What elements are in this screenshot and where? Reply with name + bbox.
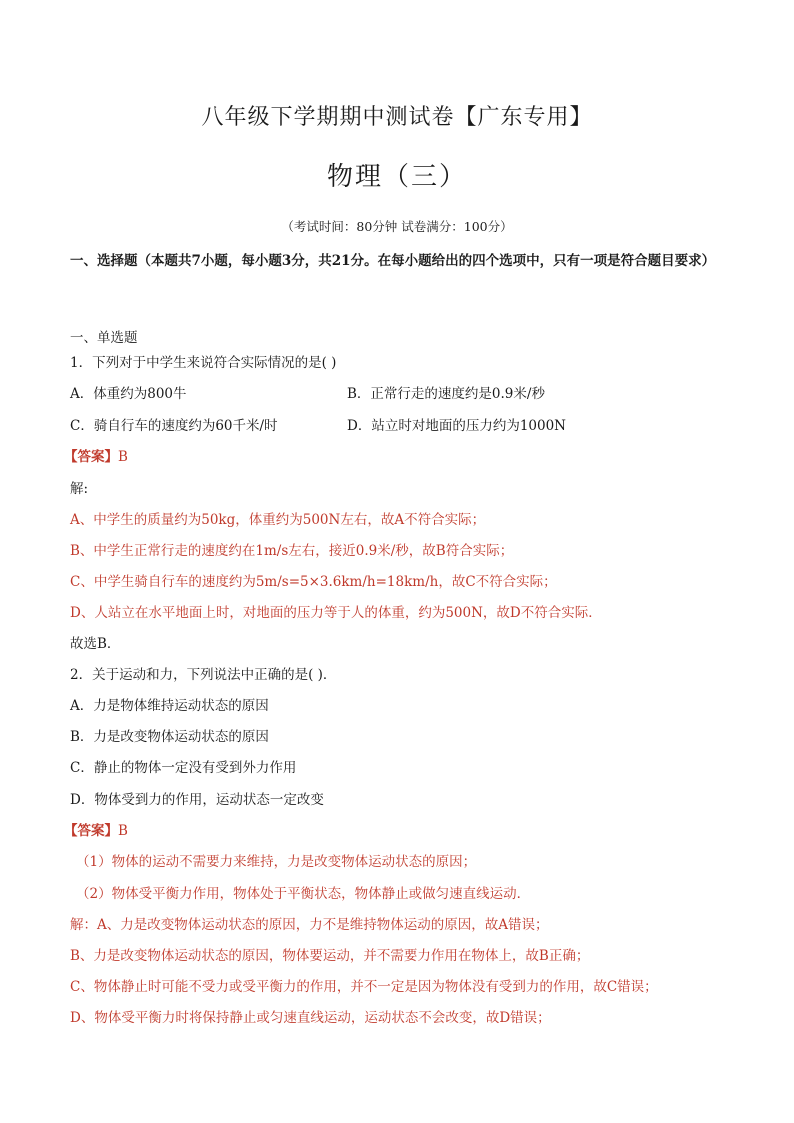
q1-option-b: B．正常行走的速度约是0.9米/秒 [347,386,545,402]
exam-title: 八年级下学期期中测试卷【广东专用】 [201,105,593,130]
q2-stem: 2．关于运动和力，下列说法中正确的是( )． [70,667,337,683]
q2-option-a: A．力是物体维持运动状态的原因 [70,698,269,714]
q2-explanation-c: C、物体静止时可能不受力或受平衡力的作用，并不一定是因为物体没有受到力的作用，故C错误； [70,979,658,995]
answer-value: B [118,823,128,839]
q1-explanation-b: B、中学生正常行走的速度约在1m/s左右，接近0.9米/秒，故B符合实际； [70,543,514,559]
answer-tag: 【答案】 [64,823,118,839]
subject-title: 物理（三） [326,162,467,192]
q2-option-b: B．力是改变物体运动状态的原因 [70,729,269,745]
q1-answer [64,447,128,467]
q1-explanation-a: A、中学生的质量约为50kg，体重约为500N左右，故A不符合实际； [70,512,486,528]
answer-tag: 【答案】 [64,449,118,465]
section-heading: 一、选择题（本题共7小题，每小题3分，共21分。在每小题给出的四个选项中，只有一项是符合题目要求） [70,253,716,269]
q1-stem: 1．下列对于中学生来说符合实际情况的是( ) [70,355,337,371]
section-subheading: 一、单选题 [70,330,138,346]
q1-option-a: A．体重约为800牛 [70,386,187,402]
q2-option-d: D．物体受到力的作用，运动状态一定改变 [70,792,324,808]
q1-option-c: C．骑自行车的速度约为60千米/时 [70,418,278,434]
q2-answer [64,821,128,841]
q1-solution-label: 解: [70,481,89,497]
exam-info: （考试时间：80分钟 试卷满分：100分） [281,219,513,234]
q2-explanation-a: 解：A、力是改变物体运动状态的原因，力不是维持物体运动的原因，故A错误； [70,917,549,933]
q2-analysis-2: （2）物体受平衡力作用，物体处于平衡状态，物体静止或做匀速直线运动． [76,886,531,902]
q1-explanation-c: C、中学生骑自行车的速度约为5m/s=5×3.6km/h=18km/h，故C不符合实际； [70,574,557,590]
q2-explanation-d: D、物体受平衡力时将保持静止或匀速直线运动，运动状态不会改变，故D错误； [70,1010,551,1026]
q1-option-d: D．站立时对地面的压力约为1000N [347,418,566,434]
q2-option-c: C．静止的物体一定没有受到外力作用 [70,760,297,776]
q2-explanation-b: B、力是改变物体运动状态的原因，物体要运动，并不需要力作用在物体上，故B正确； [70,948,590,964]
q2-analysis-1: （1）物体的运动不需要力来维持，力是改变物体运动状态的原因； [76,854,477,870]
q1-conclusion: 故选B． [70,636,121,652]
q1-explanation-d: D、人站立在水平地面上时，对地面的压力等于人的体重，约为500N，故D不符合实际． [70,605,602,621]
answer-value: B [118,449,128,465]
